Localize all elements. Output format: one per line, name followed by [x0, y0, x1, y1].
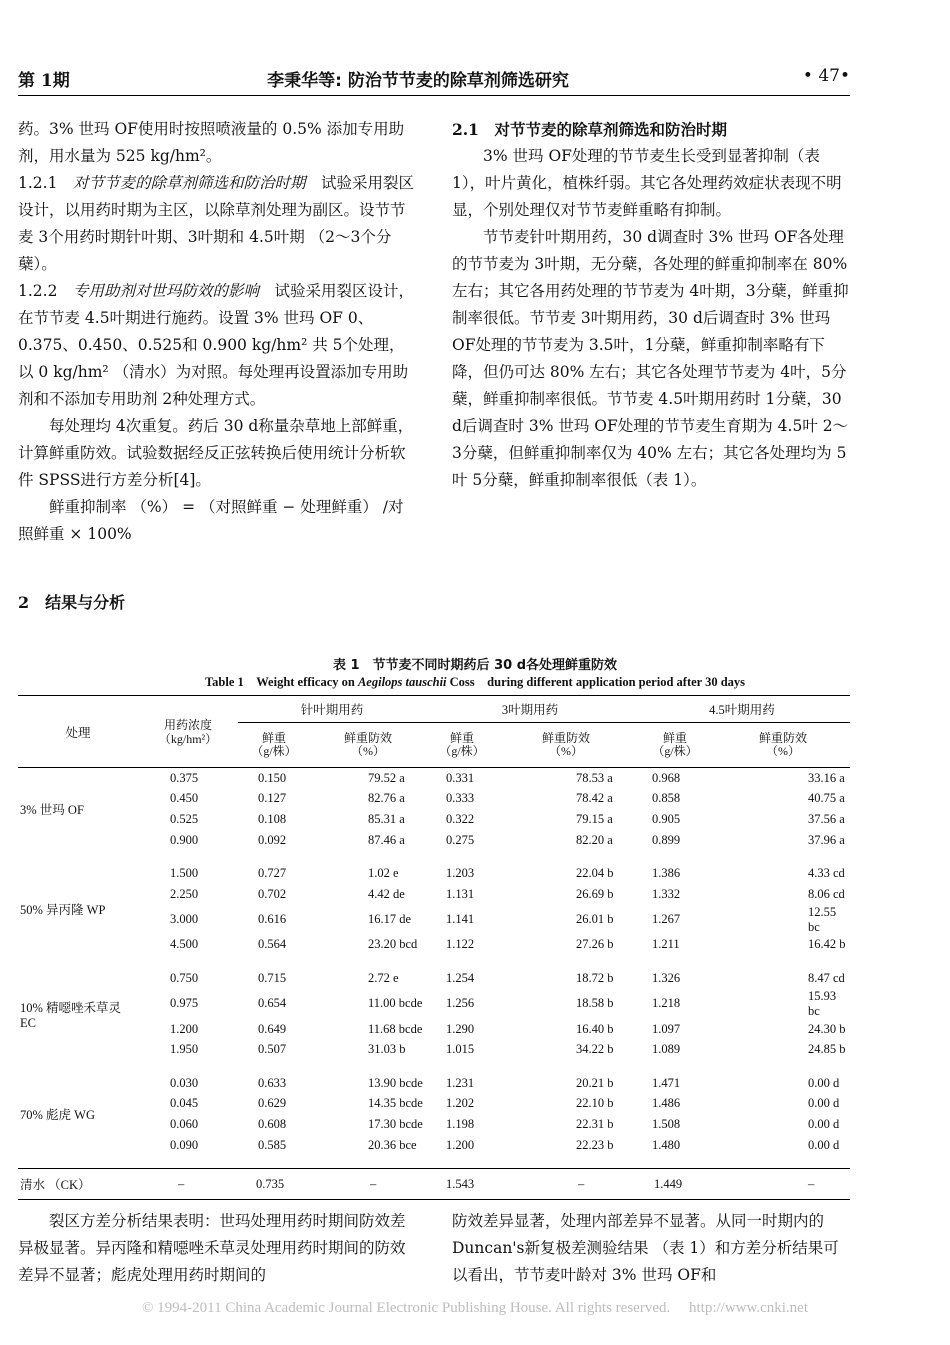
- table-cell: 0.275: [446, 832, 475, 847]
- table-row: [18, 905, 850, 935]
- table-cell: 22.10 b: [576, 1096, 614, 1111]
- table-cell: 1.218: [652, 996, 681, 1011]
- col-header-fw: 鲜重 （g/株）: [426, 723, 498, 768]
- paragraph: 每处理均 4次重复。药后 30 d称量杂草地上部鲜重，计算鲜重防效。试验数据经反正弦转换后使用统计分析软件 SPSS进行方差分析[4]。: [18, 417, 414, 489]
- table-cell: 1.02 e: [368, 866, 399, 881]
- table-cell: 0.649: [258, 1021, 287, 1036]
- row-spacer: [18, 850, 850, 863]
- table-cell: 24.30 b: [808, 1021, 846, 1036]
- table-cell: 0.750: [170, 970, 199, 985]
- table-cell: 1.480: [652, 1137, 681, 1152]
- table-cell: 1.198: [446, 1116, 475, 1131]
- table-cell: 0.608: [258, 1116, 287, 1131]
- col-header-fw: 鲜重 （g/株）: [634, 723, 716, 768]
- table-cell: 4.33 cd: [808, 866, 845, 881]
- table-cell: 0.108: [258, 811, 287, 826]
- table-cell: 79.15 a: [576, 811, 613, 826]
- table-row: [18, 809, 850, 830]
- table-cell: 12.55 bc: [808, 904, 837, 934]
- table-cell: 1.122: [446, 937, 475, 952]
- formula: 鲜重抑制率 （%） = （对照鲜重 − 处理鲜重） /对照鲜重 × 100%: [18, 498, 404, 543]
- treatment-name: 10% 精噁唑禾草灵 EC: [20, 1000, 122, 1030]
- table-cell: 0.030: [170, 1075, 199, 1090]
- table-cell: 26.69 b: [576, 886, 614, 901]
- table-cell: 1.141: [446, 912, 475, 927]
- table-row: [18, 884, 850, 905]
- table-cell: 1.200: [446, 1137, 475, 1152]
- table-cell: 1.471: [652, 1075, 681, 1090]
- table-cell: 1.203: [446, 866, 475, 881]
- table-cell: 22.04 b: [576, 866, 614, 881]
- table-cell: 22.23 b: [576, 1137, 614, 1152]
- table-cell: 8.47 cd: [808, 970, 845, 985]
- table-cell: 0.00 d: [808, 1137, 840, 1152]
- table-cell: –: [138, 1169, 238, 1200]
- table-cell: 31.03 b: [368, 1042, 406, 1057]
- table-cell: 1.256: [446, 996, 475, 1011]
- table-cell: 82.76 a: [368, 791, 405, 806]
- table-row: [18, 768, 850, 789]
- table-cell: 0.654: [258, 996, 287, 1011]
- table-cell: 4.42 de: [368, 886, 405, 901]
- col-header-treatment: 处理: [18, 696, 138, 768]
- table-cell: 20.21 b: [576, 1075, 614, 1090]
- table-cell: 4.500: [170, 937, 199, 952]
- table-cell: 18.58 b: [576, 996, 614, 1011]
- table-cell: 0.00 d: [808, 1116, 840, 1131]
- col-group-3leaf: 3叶期用药: [426, 696, 634, 723]
- table-cell: 1.200: [170, 1021, 199, 1036]
- table-cell: 87.46 a: [368, 832, 405, 847]
- table-cell: 0.702: [258, 886, 287, 901]
- table-cell: 20.36 bce: [368, 1137, 417, 1152]
- col-header-eff: 鲜重防效 （%）: [498, 723, 634, 768]
- table-cell: 78.42 a: [576, 791, 613, 806]
- table-cell: 0.975: [170, 996, 199, 1011]
- table-cell: 1.290: [446, 1021, 475, 1036]
- table-cell: 1.486: [652, 1096, 681, 1111]
- col-header-eff: 鲜重防效 （%）: [310, 723, 426, 768]
- treatment-name: 50% 异丙隆 WP: [20, 903, 106, 918]
- table-cell: 1.332: [652, 886, 681, 901]
- col-header-dose: 用药浓度 （kg/hm²）: [138, 696, 238, 768]
- table-cell: 1.015: [446, 1042, 475, 1057]
- table-cell: 0.633: [258, 1075, 287, 1090]
- treatment-name: 3% 世玛 OF: [20, 803, 84, 818]
- table-row: [18, 1073, 850, 1094]
- table-cell: 1.089: [652, 1042, 681, 1057]
- table-cell: 1.500: [170, 866, 199, 881]
- table-cell: 11.00 bcde: [368, 996, 423, 1011]
- table-cell: 11.68 bcde: [368, 1021, 423, 1036]
- table-cell: 34.22 b: [576, 1042, 614, 1057]
- col-group-45leaf: 4.5叶期用药: [634, 696, 850, 723]
- table-cell: 8.06 cd: [808, 886, 845, 901]
- table-row: [18, 968, 850, 989]
- table-cell: –: [716, 1169, 850, 1200]
- subsection-1-2-1: 1.2.1 对节节麦的除草剂筛选和防治时期 试验采用裂区设计，以用药时期为主区，以除草剂处理为副区。设节节麦 3个用药时期针叶期、3叶期和 4.5叶期 （2～3个分蘖）。: [18, 174, 415, 273]
- table-row-control: [18, 1169, 850, 1200]
- bottom-left-paragraph: 裂区方差分析结果表明：世玛处理用药时期间防效差异极显著。异丙隆和精噁唑禾草灵处理用药时期间的防效差异不显著；彪虎处理用药时期间的: [18, 1212, 406, 1284]
- efficacy-table: [18, 695, 850, 1200]
- table-cell: 1.202: [446, 1096, 475, 1111]
- table-cell: 23.20 bcd: [368, 937, 418, 952]
- table-cell: 26.01 b: [576, 912, 614, 927]
- table-cell: 1.508: [652, 1116, 681, 1131]
- table-row: [18, 1019, 850, 1040]
- table-cell: 0.616: [258, 912, 287, 927]
- table-cell: –: [310, 1169, 426, 1200]
- table-cell: 14.35 bcde: [368, 1096, 423, 1111]
- row-spacer: [18, 955, 850, 968]
- paragraph: 3% 世玛 OF处理的节节麦生长受到显著抑制（表 1），叶片黄化，植株纤弱。其它各处理药效症状表现不明显，个别处理仅对节节麦鲜重略有抑制。: [452, 147, 842, 219]
- table-cell: 40.75 a: [808, 791, 845, 806]
- table-cell: 0.375: [170, 770, 199, 785]
- table-cell: 0.00 d: [808, 1096, 840, 1111]
- table-cell: 0.900: [170, 832, 199, 847]
- table-cell: 0.564: [258, 937, 287, 952]
- table-cell: 33.16 a: [808, 770, 845, 785]
- table-cell: 0.735: [238, 1169, 310, 1200]
- row-spacer: [18, 1060, 850, 1073]
- table-cell: 24.85 b: [808, 1042, 846, 1057]
- table-row: [18, 863, 850, 884]
- paragraph: 节节麦针叶期用药，30 d调查时 3% 世玛 OF各处理的节节麦为 3叶期，无分蘖，各处理的鲜重抑制率在 80% 左右；其它各用药处理的节节麦为 4叶期，3分蘖，鲜重抑制率很低。节节麦 3叶期用药，30 d后调查时 3% 世玛 OF处理的节节麦为 3.5叶，1分蘖，鲜重抑制率略有下降，但仍可达 80% 左右；其它各处理节节麦为 4叶，5分蘖，鲜重抑制率很低。节节麦 4.5叶期用药时 1分蘖，30 d后调查时 3% 世玛 OF处理的节节麦生育期为 4.5叶 2～3分蘖，但鲜重抑制率仅为 40% 左右；其它各处理均为 5叶 5分蘖，鲜重抑制率很低（表 1）。: [452, 228, 849, 489]
- table-cell: 79.52 a: [368, 770, 405, 785]
- table-cell: 1.543: [426, 1169, 498, 1200]
- table-row: [18, 1114, 850, 1135]
- table-cell: 0.331: [446, 770, 475, 785]
- col-group-needle: 针叶期用药: [238, 696, 426, 723]
- left-column: [18, 116, 418, 548]
- table-cell: 2.250: [170, 886, 199, 901]
- table-cell: 0.127: [258, 791, 287, 806]
- table-cell: 0.905: [652, 811, 681, 826]
- table-row: [18, 789, 850, 810]
- table-row: [18, 830, 850, 851]
- table-cell: 0.715: [258, 970, 287, 985]
- table-row: [18, 935, 850, 956]
- table-cell: 0.092: [258, 832, 287, 847]
- col-header-fw: 鲜重 （g/株）: [238, 723, 310, 768]
- table-cell: –: [498, 1169, 634, 1200]
- table-cell: 1.950: [170, 1042, 199, 1057]
- subsection-1-2-2: 1.2.2 专用助剂对世玛防效的影响 试验采用裂区设计，在节节麦 4.5叶期进行施药。设置 3% 世玛 OF 0、0.375、0.450、0.525和 0.900 kg/hm² 共 5个处理，以 0 kg/hm² （清水）为对照。每处理再设置添加专用助剂和不添加专用助剂 2种处理方式。: [18, 282, 415, 408]
- running-header: [18, 66, 850, 96]
- table-cell: 18.72 b: [576, 970, 614, 985]
- treatment-name: 70% 彪虎 WG: [20, 1108, 95, 1123]
- row-spacer: [18, 1155, 850, 1169]
- table-cell: 0.090: [170, 1137, 199, 1152]
- table-cell: 0.629: [258, 1096, 287, 1111]
- table-caption-en: Table 1 Weight efficacy on Aegilops tauschii Coss during different application period after 30 days: [204, 675, 746, 689]
- table-cell: 0.525: [170, 811, 199, 826]
- table-caption-cn: 表 1 节节麦不同时期药后 30 d各处理鲜重防效: [332, 658, 618, 673]
- table-cell: 78.53 a: [576, 770, 613, 785]
- table-cell: 1.231: [446, 1075, 475, 1090]
- table-cell: 1.326: [652, 970, 681, 985]
- table-cell: 1.097: [652, 1021, 681, 1036]
- table-row: [18, 1094, 850, 1115]
- table-cell: 0.899: [652, 832, 681, 847]
- table-cell: 13.90 bcde: [368, 1075, 423, 1090]
- table-cell: 1.449: [634, 1169, 716, 1200]
- table-cell: 0.00 d: [808, 1075, 840, 1090]
- col-header-eff: 鲜重防效 （%）: [716, 723, 850, 768]
- table-cell: 0.727: [258, 866, 287, 881]
- table-cell: 3.000: [170, 912, 199, 927]
- section-2-1-heading: 2.1 对节节麦的除草剂筛选和防治时期: [452, 120, 727, 139]
- table-cell: 0.507: [258, 1042, 287, 1057]
- table-cell: 15.93 bc: [808, 988, 837, 1018]
- table-cell: 2.72 e: [368, 970, 399, 985]
- table-cell: 0.333: [446, 791, 475, 806]
- table-cell: 1.211: [652, 937, 680, 952]
- table-cell: 1.267: [652, 912, 681, 927]
- page-number: • 47•: [802, 66, 850, 86]
- table-cell: 0.060: [170, 1116, 199, 1131]
- table-cell: 0.968: [652, 770, 681, 785]
- table-cell: 0.450: [170, 791, 199, 806]
- copyright-footer: © 1994-2011 China Academic Journal Electronic Publishing House. All rights reserved. http://www.cnki.net: [141, 1300, 808, 1316]
- table-cell: 22.31 b: [576, 1116, 614, 1131]
- table-cell: 1.131: [446, 886, 475, 901]
- table-cell: 16.17 de: [368, 912, 412, 927]
- table-cell: 0.045: [170, 1096, 199, 1111]
- table-cell: 27.26 b: [576, 937, 614, 952]
- table-cell: 37.56 a: [808, 811, 845, 826]
- table-cell: 85.31 a: [368, 811, 405, 826]
- table-cell: 37.96 a: [808, 832, 845, 847]
- table-cell: 16.40 b: [576, 1021, 614, 1036]
- table-row: [18, 1039, 850, 1060]
- right-column: [452, 116, 850, 494]
- table-cell: 82.20 a: [576, 832, 613, 847]
- paragraph: 药。3% 世玛 OF使用时按照喷液量的 0.5% 添加专用助剂，用水量为 525 kg/hm²。: [18, 120, 405, 165]
- table-row: [18, 1135, 850, 1156]
- section-2-heading: 2 结果与分析: [18, 593, 126, 612]
- header-rule: [18, 95, 850, 96]
- table-cell: 16.42 b: [808, 937, 846, 952]
- table-cell: 1.386: [652, 866, 681, 881]
- table-cell: 1.254: [446, 970, 475, 985]
- table-cell: 0.858: [652, 791, 681, 806]
- running-title: 李秉华等: 防治节节麦的除草剂筛选研究: [267, 71, 569, 91]
- table-cell: 0.322: [446, 811, 475, 826]
- table-cell: 17.30 bcde: [368, 1116, 423, 1131]
- bottom-right-paragraph: 防效差异显著，处理内部差异不显著。从同一时期内的 Duncan's新复极差测验结果 （表 1）和方差分析结果可以看出，节节麦叶龄对 3% 世玛 OF和: [452, 1212, 839, 1284]
- table-row: [18, 989, 850, 1019]
- table-cell: 清水 （CK）: [18, 1169, 138, 1200]
- issue-label: 第 1期: [18, 71, 70, 91]
- table-cell: 0.150: [258, 770, 287, 785]
- table-cell: 0.585: [258, 1137, 287, 1152]
